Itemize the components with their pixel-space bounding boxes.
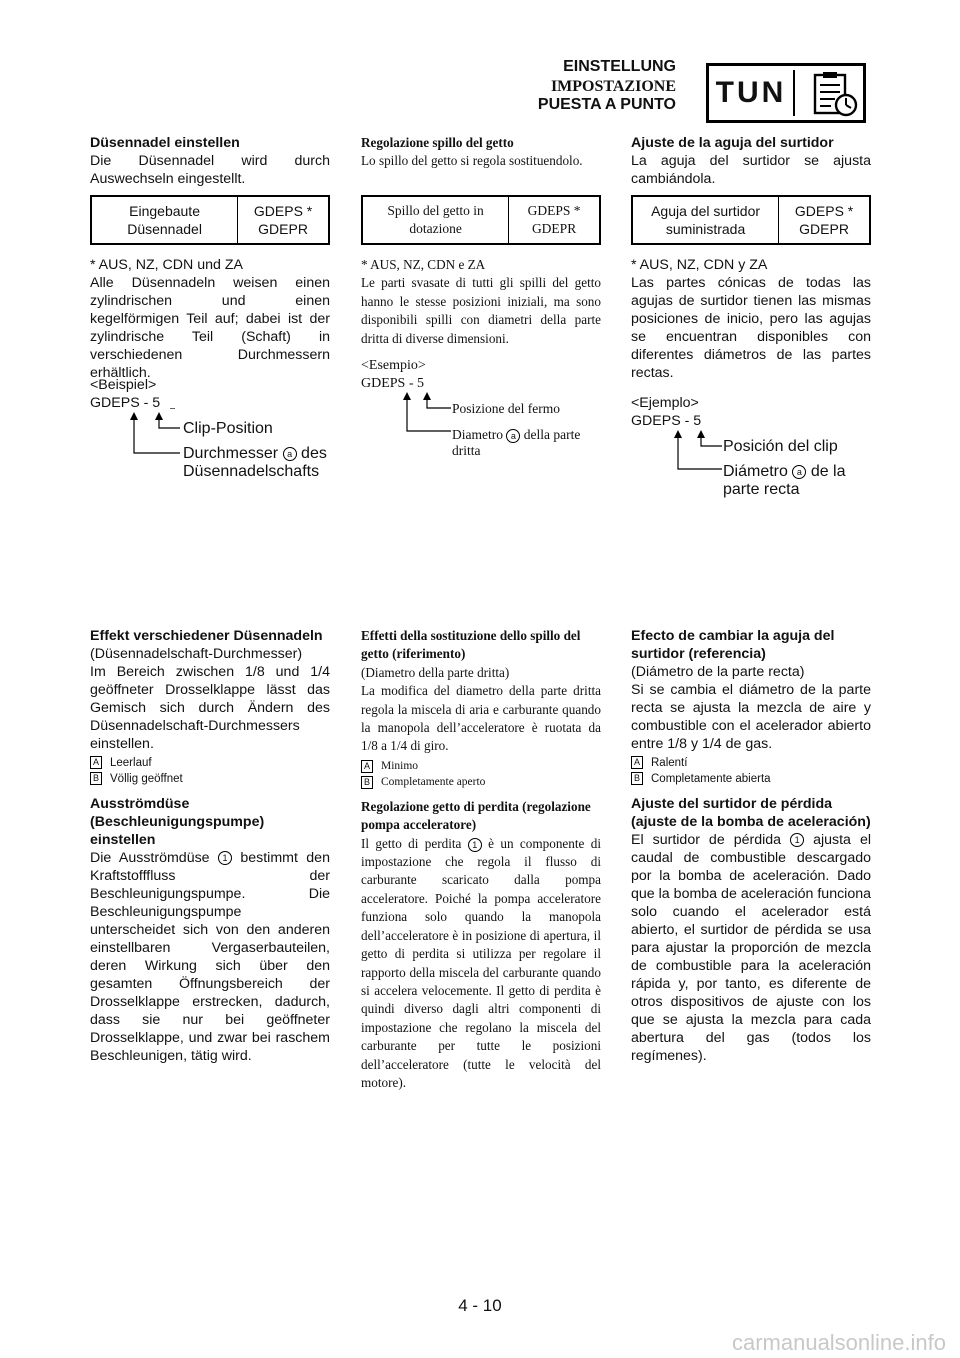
it-callout-diameter: [452, 427, 602, 459]
header-title-it: IMPOSTAZIONE: [550, 78, 676, 95]
it-legend-b-text: Completamente aperto: [381, 775, 486, 788]
it-spec-label: Spillo del getto in dotazione: [363, 197, 509, 243]
de-note-markets: * AUS, NZ, CDN und ZA: [90, 257, 243, 273]
it-callout-diameter-text: Diametro: [452, 427, 503, 442]
page-number: 4 - 10: [458, 1296, 502, 1315]
it-intro: Lo spillo del getto si regola sostituendolo.: [361, 153, 583, 169]
it-note-markets: * AUS, NZ, CDN e ZA: [361, 257, 486, 272]
it-heading-needle: Regolazione spillo del getto: [361, 135, 514, 150]
es-heading-effect: Efecto de cambiar la aguja del surtidor (referencia): [631, 628, 835, 662]
legend-a-box: A: [90, 756, 102, 769]
it-leak-text-a: Il getto di perdita: [361, 835, 462, 851]
de-example-label: <Beispiel>: [90, 377, 157, 393]
de-callout-diameter-text: Durchmesser: [183, 445, 279, 462]
it-heading-leak: Regolazione getto di perdita (regolazione pompa acceleratore): [361, 798, 591, 833]
it-note-text: Le parti svasate di tutti gli spilli del getto hanno le stesse posizioni iniziali, ma sono disponibili spilli con diametri della parte dritta di diverse dimensioni.: [361, 275, 601, 346]
de-legend-b-text: Völlig geöffnet: [110, 773, 183, 785]
es-heading-needle: Ajuste de la aguja del surtidor: [631, 135, 834, 151]
de-legend-a: [90, 755, 330, 771]
legend-b-box: B: [361, 776, 373, 789]
es-leak-text: [631, 831, 871, 1065]
de-pump-text-b: bestimmt den Kraftstofffluss der Beschleunigungspumpe. Die Beschleunigungspumpe unterscheidet sich von den anderen einstellbaren Vergaserbauteilen, deren Wirkung sich über den gesamten Öffnungsbereich der Drosselklappe erstrecken, dadurch, dass sie nur bei geöffneter Drosselklappe, und zwar bei raschem Beschleunigen, tätig wird.: [90, 850, 330, 1064]
it-legend-a: [361, 758, 601, 774]
de-spec-table: [90, 195, 330, 245]
it-heading-effect: Effetti della sostituzione dello spillo del getto (riferimento): [361, 628, 581, 662]
it-spec-value: GDEPS * GDEPR: [527, 203, 581, 236]
de-callout-mark: a: [283, 447, 297, 461]
es-note-text: Las partes cónicas de todas las agujas de surtidor tienen las mismas posiciones de inicio, pero las agujas se encuentran disponibles con diferentes diámetros de las partes rectas.: [631, 275, 871, 381]
es-spec-table: [631, 195, 871, 245]
de-heading-effect-sub: (Düsennadelschaft-Durchmesser): [90, 646, 303, 662]
part-1-mark: 1: [218, 851, 232, 865]
es-callout-diameter-text-2: de la parte recta: [723, 463, 846, 498]
header-title-de: EINSTELLUNG: [563, 58, 676, 75]
es-callout-diameter-text: Diámetro: [723, 463, 788, 480]
legend-b-box: B: [90, 772, 102, 785]
it-callout-clip: Posizione del fermo: [452, 401, 560, 416]
es-legend-b-text: Completamente abierta: [651, 773, 771, 785]
de-effect-text: Im Bereich zwischen 1/8 und 1/4 geöffneter Drosselklappe lässt das Gemisch sich durch Ändern des Düsennadelschaft-Durchmessers einstellen.: [90, 664, 330, 752]
legend-a-box: A: [631, 756, 643, 769]
es-legend-a: [631, 755, 871, 771]
it-effect-text: La modifica del diametro della parte dritta regola la miscela di aria e carburante quando la manopola dell’acceleratore è ruotata da 1/8 a 1/4 di giro.: [361, 683, 601, 754]
de-note-text: Alle Düsennadeln weisen einen zylindrischen und einen kegelförmigen Teil auf; dabei ist der zylindrische Teil (Schaft) in verschiedenen Durchmessern erhältlich.: [90, 275, 330, 381]
de-callout-diameter: [183, 445, 333, 481]
es-legend-b: [631, 771, 871, 787]
legend-b-box: B: [631, 772, 643, 785]
es-legend-a-text: Ralentí: [651, 757, 688, 769]
watermark: carmanualsonline.info: [731, 1330, 946, 1355]
de-spec-label: Eingebaute Düsennadel: [92, 197, 238, 243]
section-code: TUN: [715, 76, 787, 109]
de-callout-clip: Clip-Position: [183, 420, 273, 437]
it-leak-text: [361, 835, 601, 1093]
es-example-code: GDEPS - 5: [631, 413, 702, 429]
es-leak-text-a: El surtidor de pérdida: [631, 832, 782, 848]
de-pump-text-a: Die Ausströmdüse: [90, 850, 210, 866]
es-leak-text-b: ajusta el caudal de combustible descargado por la bomba de aceleración. Dado que la bomba de aceleración funciona solo cuando el acelerador está abierto, el surtidor de pérdida se usa para ajustar la proporción de mezcla de combustible para la aceleración rápida y, por tanto, es diferente de otros dispositivos de ajuste con los que se ajusta la mezcla para cada abertura del gas (todos los regímenes).: [631, 832, 872, 1064]
de-example-code: GDEPS - 5: [90, 395, 161, 411]
de-heading-effect: Effekt verschiedener Düsennadeln: [90, 628, 323, 644]
es-spec-value: GDEPS * GDEPR: [794, 203, 854, 237]
it-example-label: <Esempio>: [361, 358, 426, 373]
de-pump-text: [90, 849, 330, 1065]
part-1-mark: 1: [790, 833, 804, 847]
es-callout-clip: Posición del clip: [723, 438, 838, 455]
es-callout-diameter: [723, 463, 863, 499]
badge-divider: [793, 70, 795, 116]
es-intro: La aguja del surtidor se ajusta cambiándola.: [631, 153, 871, 187]
it-leak-text-b: è un componente di impostazione che regola il flusso di carburante scaricato dalla pompa acceleratore. Poiché la pompa acceleratore funziona solo quando la manopola dell’acceleratore è in posizione di apertura, il getto di perdita si utilizza per regolare il rapporto della miscela del carburante quando si accelera velocemente. Il getto di perdita è quindi diverso dagli altri componenti di impostazione che regolano la miscela del carburante per tutte le posizioni dell’acceleratore (tutte le velocità del motore).: [361, 835, 602, 1090]
it-spec-table: [361, 195, 601, 245]
es-legend: [631, 755, 871, 787]
section-badge: [706, 63, 866, 123]
header-title-es: PUESTA A PUNTO: [537, 96, 676, 113]
de-legend-a-text: Leerlauf: [110, 757, 152, 769]
es-example-label: <Ejemplo>: [631, 395, 699, 411]
it-legend-a-text: Minimo: [381, 759, 419, 772]
de-callout-diameter-text-2: des Düsennadelschafts: [183, 445, 327, 480]
de-spec-value: GDEPS * GDEPR: [253, 203, 313, 237]
es-callout-mark: a: [792, 465, 806, 479]
de-heading-pump: Ausströmdüse (Beschleunigungspumpe) einstellen: [90, 796, 265, 848]
legend-a-box: A: [361, 760, 373, 773]
it-legend-b: [361, 774, 601, 790]
de-legend: [90, 755, 330, 787]
de-heading-needle: Düsennadel einstellen: [90, 135, 240, 151]
de-callout-lines: [120, 408, 190, 458]
de-legend-b: [90, 771, 330, 787]
it-callout-diameter-text-2: della parte dritta: [452, 427, 581, 458]
es-heading-leak: Ajuste del surtidor de pérdida (ajuste de la bomba de aceleración): [631, 796, 871, 830]
es-effect-text: Si se cambia el diámetro de la parte recta se ajusta la mezcla de aire y combustible con el acelerador abierto entre 1/8 y 1/4 de gas.: [631, 682, 871, 752]
it-callout-mark: a: [506, 429, 520, 443]
it-legend: [361, 758, 601, 790]
it-example-code: GDEPS - 5: [361, 376, 425, 392]
it-heading-effect-sub: (Diametro della parte dritta): [361, 664, 510, 680]
es-spec-label: Aguja del surtidor suministrada: [633, 197, 779, 243]
part-1-mark: 1: [468, 838, 482, 852]
de-intro: Die Düsennadel wird durch Auswechseln eingestellt.: [90, 153, 330, 187]
es-note-markets: * AUS, NZ, CDN y ZA: [631, 257, 768, 273]
es-heading-effect-sub: (Diámetro de la parte recta): [631, 664, 805, 680]
checklist-clock-icon: [807, 70, 861, 118]
